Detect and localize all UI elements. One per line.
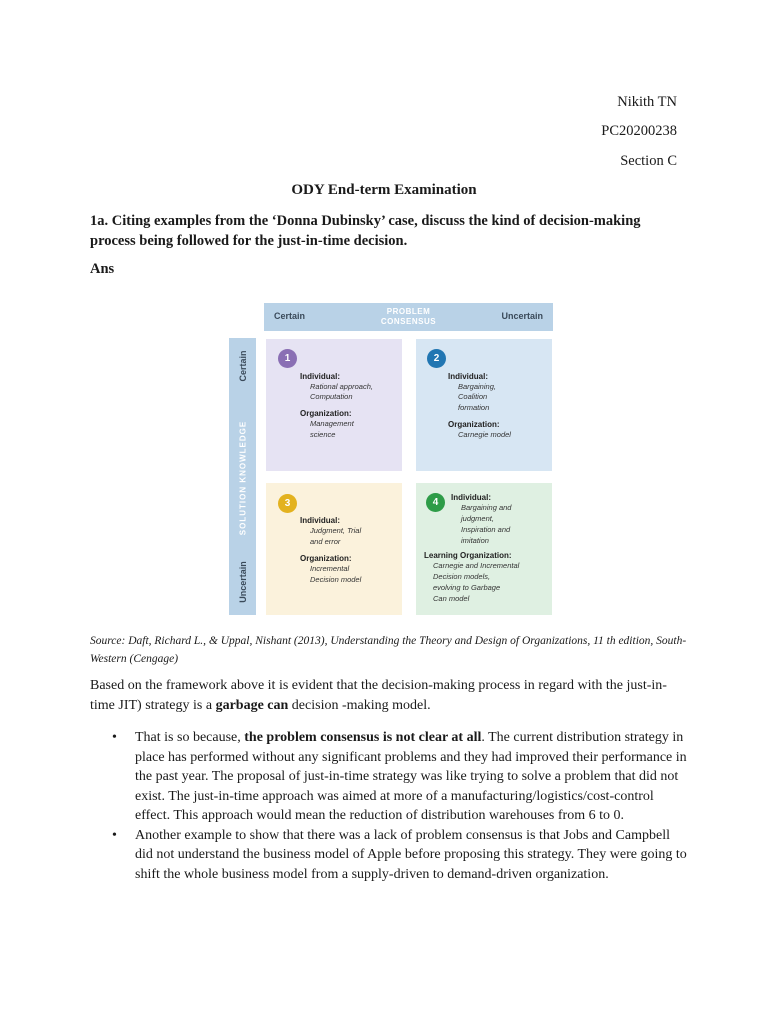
organization-item: Decision models,: [433, 572, 491, 581]
organization-item: evolving to Garbage: [433, 583, 501, 592]
organization-item: Management: [310, 419, 354, 428]
organization-heading: Organization:: [300, 554, 352, 563]
organization-item: science: [310, 430, 336, 439]
individual-item: and error: [310, 537, 341, 546]
bullet-dot-icon: •: [112, 827, 117, 843]
individual-item: formation: [458, 403, 490, 412]
quadrant-number-badge: 2: [427, 349, 446, 368]
question-text: 1a. Citing examples from the ‘Donna Dubinsky’ case, discuss the kind of decision-making process being followed for the just-in-time decision.: [90, 213, 641, 249]
para-text: Based on the framework above it is evident that the decision-making process in regard with the just-in-time JIT) strategy is a: [90, 678, 667, 713]
learning-organization-heading: Learning Organization:: [424, 551, 512, 560]
answer-label: Ans: [90, 261, 115, 277]
individual-heading: Individual:: [448, 372, 488, 381]
document-title: ODY End-term Examination: [291, 182, 477, 198]
quadrant-4: [416, 483, 552, 615]
section-label: Section C: [620, 153, 677, 169]
individual-item: Coalition: [458, 392, 488, 401]
analysis-paragraph: [90, 676, 690, 716]
organization-item: Incremental: [310, 564, 350, 573]
consensus-uncertain-label: Uncertain: [501, 311, 543, 321]
bullet-item: [90, 728, 690, 826]
individual-heading: Individual:: [300, 516, 340, 525]
solution-knowledge-axis: [229, 338, 256, 615]
para-text: decision -making model.: [288, 698, 431, 713]
knowledge-uncertain-label: Uncertain: [237, 561, 248, 603]
individual-item: Bargaining and: [461, 503, 512, 512]
bullet-list: [90, 728, 690, 884]
bullet-text: Another example to show that there was a lack of problem consensus is that Jobs and Campbell did not understand the business model of Apple before proposing this strategy. They were going to shift the whole business model from a supply-driven to demand-driven organization.: [135, 827, 687, 882]
solution-knowledge-label: SOLUTION KNOWLEDGE: [238, 420, 247, 536]
organization-heading: Organization:: [448, 420, 500, 429]
quadrant-3: [266, 483, 402, 615]
problem-consensus-line-1: PROBLEM: [386, 307, 431, 316]
bullet-dot-icon: •: [112, 730, 117, 745]
individual-item: Inspiration and: [461, 525, 511, 534]
organization-item: Carnegie and Incremental: [433, 561, 520, 570]
bullet-item: [90, 826, 690, 885]
consensus-certain-label: Certain: [274, 311, 306, 321]
individual-item: Rational approach,: [310, 382, 373, 391]
bullet-text: That is so because,: [135, 730, 245, 745]
organization-heading: Organization:: [300, 409, 352, 418]
quadrant-number-badge: 4: [426, 493, 445, 512]
quadrant-number-badge: 1: [278, 349, 297, 368]
individual-heading: Individual:: [300, 372, 340, 381]
individual-item: imitation: [461, 536, 489, 545]
figure-source-citation: Source: Daft, Richard L., & Uppal, Nishant (2013), Understanding the Theory and Design of Organizations, 11 th edition, South-Western (Cengage): [90, 635, 687, 665]
para-emphasis: garbage can: [215, 698, 289, 713]
quadrant-1: [266, 339, 402, 471]
organization-item: Can model: [433, 594, 470, 603]
author-name: Nikith TN: [617, 94, 677, 110]
knowledge-certain-label: Certain: [237, 350, 248, 382]
decision-framework-figure: [229, 303, 555, 616]
organization-item: Decision model: [310, 575, 362, 584]
bullet-emphasis: the problem consensus is not clear at all: [244, 730, 482, 745]
student-id: PC20200238: [601, 123, 677, 139]
individual-heading: Individual:: [451, 493, 491, 502]
individual-item: judgment,: [461, 514, 494, 523]
quadrant-number-badge: 3: [278, 494, 297, 513]
individual-item: Bargaining,: [458, 382, 496, 391]
problem-consensus-line-2: CONSENSUS: [380, 317, 437, 326]
individual-item: Judgment, Trial: [310, 526, 362, 535]
individual-item: Computation: [310, 392, 353, 401]
quadrant-2: [416, 339, 552, 471]
problem-consensus-axis: [264, 303, 553, 331]
organization-item: Carnegie model: [458, 430, 511, 439]
bullet-text: . The current distribution strategy in place has performed without any significant problems and they had improved their performance in the past year. The proposal of just-in-time strategy was like trying to solve a problem that did not exist. The just-in-time approach was aimed at more of a manufacturing/logistics/cost-control effect. This approach would mean the reduction of distribution warehouses from 6 to 0.: [135, 730, 687, 823]
